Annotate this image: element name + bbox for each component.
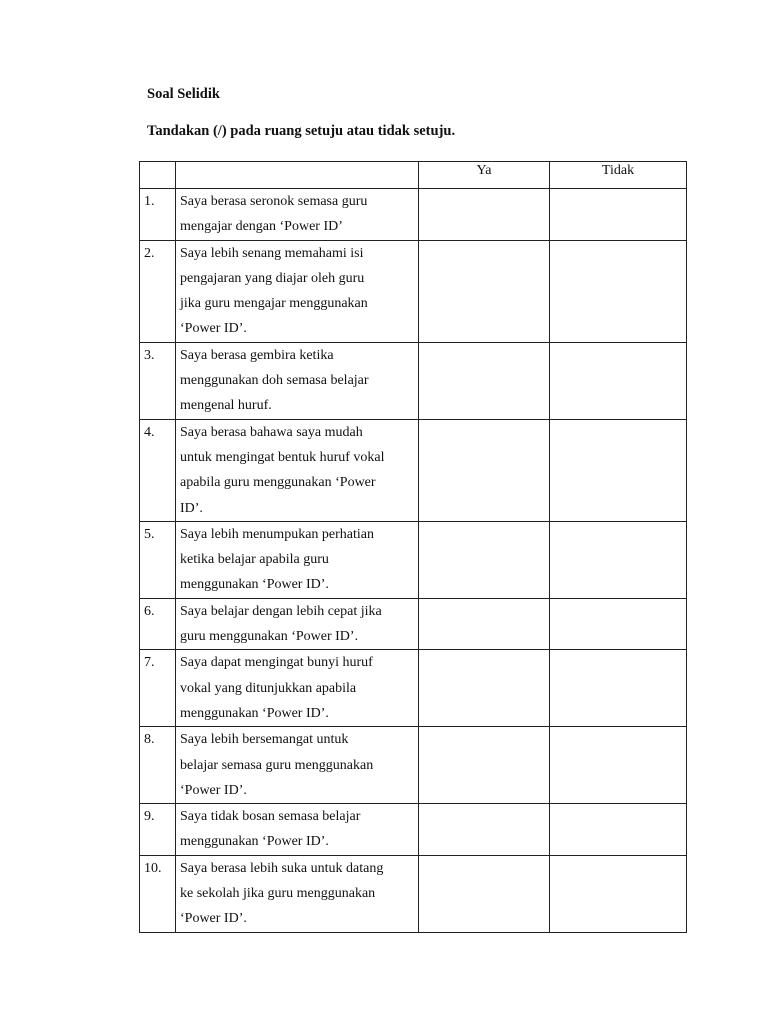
statement-line: Saya berasa gembira ketika [180,347,334,363]
row-number: 9. [140,804,176,856]
row-number: 3. [140,342,176,419]
row-number: 2. [140,240,176,342]
statement-line: menggunakan ‘Power ID’. [180,705,329,721]
statement-line: Saya berasa seronok semasa guru [180,194,368,209]
row-statement [176,342,419,419]
statement-line: ketika belajar apabila guru [180,552,329,568]
row-statement [176,521,419,598]
answer-cell-tidak[interactable] [550,240,687,342]
statement-line: Saya belajar dengan lebih cepat jika [180,603,382,619]
answer-cell-ya[interactable] [419,419,550,521]
answer-cell-ya[interactable] [419,189,550,241]
statement-line: ‘Power ID’. [180,911,247,927]
answer-cell-ya[interactable] [419,598,550,650]
table-row [140,240,687,342]
statement-line: mengenal huruf. [180,398,272,414]
answer-cell-ya[interactable] [419,521,550,598]
row-number: 7. [140,650,176,727]
row-statement [176,804,419,856]
table-row [140,189,687,241]
statement-line: guru menggunakan ‘Power ID’. [180,629,359,645]
answer-cell-ya[interactable] [419,804,550,856]
statement-line: ID’. [180,500,203,516]
header-statement [176,162,419,189]
statement-line: apabila guru menggunakan ‘Power [180,475,376,491]
answer-cell-tidak[interactable] [550,419,687,521]
statement-line: Saya dapat mengingat bunyi huruf [180,655,373,671]
answer-cell-ya[interactable] [419,855,550,932]
answer-cell-ya[interactable] [419,650,550,727]
instruction-text: Tandakan (/) pada ruang setuju atau tidak setuju. [147,123,456,139]
answer-cell-tidak[interactable] [550,598,687,650]
row-number: 10. [140,855,176,932]
statement-line: menggunakan ‘Power ID’. [180,834,329,850]
statement-line: vokal yang ditunjukkan apabila [180,680,357,696]
statement-line: ‘Power ID’. [180,782,247,798]
row-number: 8. [140,727,176,804]
table-row [140,727,687,804]
statement-line: menggunakan ‘Power ID’. [180,577,329,593]
row-statement [176,598,419,650]
statement-line: mengajar dengan ‘Power ID’ [180,219,343,235]
row-number: 1. [140,189,176,241]
statement-line: jika guru mengajar menggunakan [180,296,368,312]
table-header-row [140,162,687,189]
statement-line: Saya berasa bahawa saya mudah [180,424,363,440]
statement-line: ke sekolah jika guru menggunakan [180,886,376,902]
statement-line: Saya berasa lebih suka untuk datang [180,860,384,876]
row-number: 5. [140,521,176,598]
row-statement [176,650,419,727]
statement-line: pengajaran yang diajar oleh guru [180,270,365,286]
table-row [140,342,687,419]
table-row [140,855,687,932]
answer-cell-tidak[interactable] [550,727,687,804]
table-row [140,419,687,521]
row-statement [176,189,419,241]
row-number: 6. [140,598,176,650]
answer-cell-tidak[interactable] [550,521,687,598]
row-statement [176,727,419,804]
statement-line: untuk mengingat bentuk huruf vokal [180,449,385,465]
answer-cell-ya[interactable] [419,240,550,342]
table-row [140,598,687,650]
survey-table [139,161,687,933]
table-row [140,521,687,598]
answer-cell-ya[interactable] [419,727,550,804]
answer-cell-tidak[interactable] [550,855,687,932]
statement-line: ‘Power ID’. [180,321,247,337]
statement-line: Saya lebih menumpukan perhatian [180,526,374,542]
row-statement [176,419,419,521]
table-row [140,804,687,856]
row-number: 4. [140,419,176,521]
table-row [140,650,687,727]
answer-cell-tidak[interactable] [550,650,687,727]
header-no [140,162,176,189]
row-statement [176,855,419,932]
document-title: Soal Selidik [147,86,220,102]
answer-cell-tidak[interactable] [550,804,687,856]
answer-cell-tidak[interactable] [550,189,687,241]
answer-cell-ya[interactable] [419,342,550,419]
answer-cell-tidak[interactable] [550,342,687,419]
statement-line: menggunakan doh semasa belajar [180,373,369,389]
statement-line: Saya tidak bosan semasa belajar [180,809,361,825]
statement-line: Saya lebih senang memahami isi [180,245,364,261]
statement-line: Saya lebih bersemangat untuk [180,732,349,748]
header-tidak: Tidak [550,162,687,189]
row-statement [176,240,419,342]
header-ya: Ya [419,162,550,189]
statement-line: belajar semasa guru menggunakan [180,757,374,773]
